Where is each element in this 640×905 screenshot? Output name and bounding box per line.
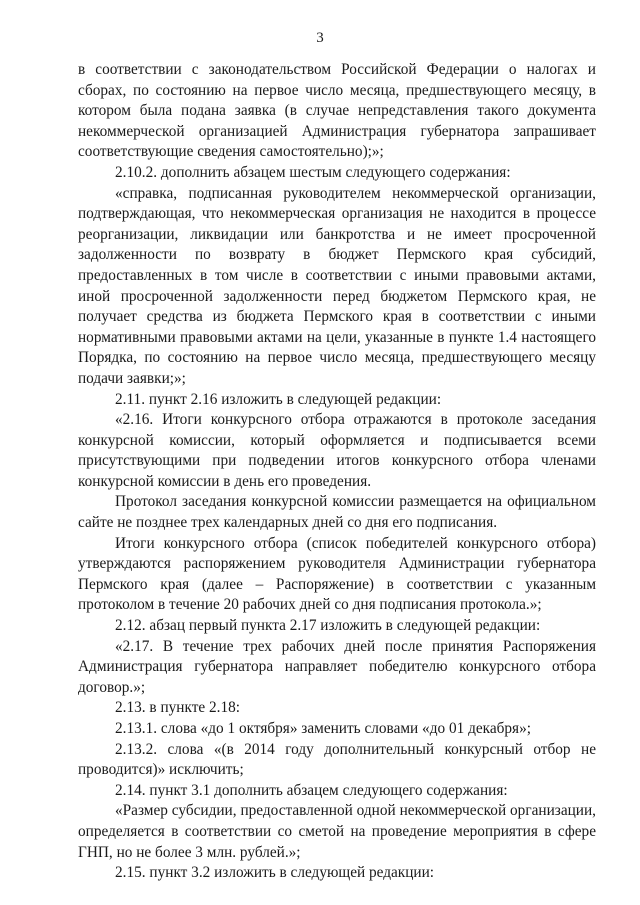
paragraph: 2.13.2. слова «(в 2014 году дополнительный конкурсный отбор не проводится)» исключить; [78,740,596,779]
paragraph: «2.16. Итоги конкурсного отбора отражаются в протоколе заседания конкурсной комиссии, который оформляется и подписывается всеми присутствующими при подведении итогов конкурсного отбора членами конкурсной комиссии в день его проведения. [78,411,596,490]
paragraph: «2.17. В течение трех рабочих дней после принятия Распоряжения Администрация губернатора направляет победителю конкурсного отбора договор.»; [78,637,596,696]
page-number: 3 [316,30,324,46]
paragraph: Протокол заседания конкурсной комиссии размещается на официальном сайте не позднее трех календарных дней со дня его подписания. [78,493,596,532]
paragraph: 2.15. пункт 3.2 изложить в следующей редакции: [115,864,435,882]
paragraph: Итоги конкурсного отбора (список победителей конкурсного отбора) утверждаются распоряжением руководителя Администрации губернатора Пермского края (далее – Распоряжение) в соответствии с указанным протоколом в течение 20 рабочих дней со дня подписания протокола.»; [78,534,596,614]
paragraph: 2.11. пункт 2.16 изложить в следующей редакции: [115,390,442,408]
paragraph: 2.14. пункт 3.1 дополнить абзацем следующего содержания: [115,781,508,799]
paragraph: в соответствии с законодательством Российской Федерации о налогах и сборах, по состоянию на первое число месяца, предшествующего месяцу, в котором была подана заявка (в случае непредставления такого документа некоммерческой организацией Администрация губернатора запрашивает соответствующие сведения самостоятельно);»; [78,61,596,161]
paragraph: «справка, подписанная руководителем некоммерческой организации, подтверждающая, что некоммерческая организация не находится в процессе реорганизации, ликвидации или банкротства и не имеет просроченной задолженности по возврату в бюджет Пермского края субсидий, предоставленных в том числе в соответствии с иными правовыми актами, иной просроченной задолженности перед бюджетом Пермского края, не получает средства из бюджета Пермского края в соответствии с иными нормативными правовыми актами на цели, указанные в пункте 1.4 настоящего Порядка, по состоянию на первое число месяца, предшествующего месяцу подачи заявки;»; [78,184,596,387]
paragraph: 2.13.1. слова «до 1 октября» заменить словами «до 01 декабря»; [115,720,531,737]
paragraph: «Размер субсидии, предоставленной одной некоммерческой организации, определяется в соответствии со сметой на проведение мероприятия в сфере ГНП, но не более 3 млн. рублей.»; [78,802,596,861]
document-body [78,60,596,884]
paragraph: 2.10.2. дополнить абзацем шестым следующего содержания: [115,163,511,181]
paragraph: 2.13. в пункте 2.18: [115,699,241,717]
paragraph: 2.12. абзац первый пункта 2.17 изложить в следующей редакции: [115,617,541,635]
